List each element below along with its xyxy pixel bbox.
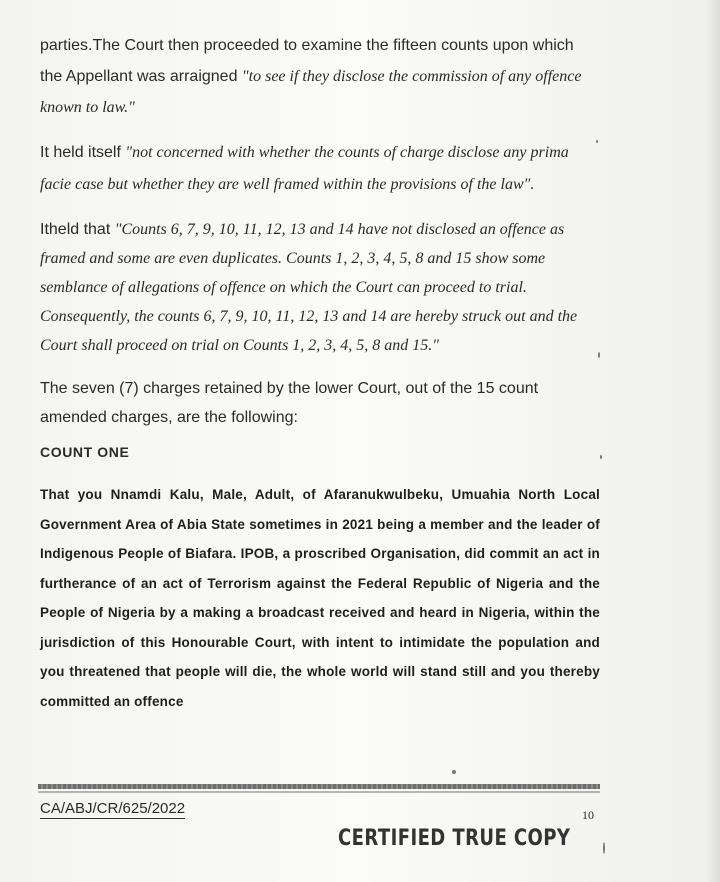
- count-heading: COUNT ONE: [40, 444, 130, 460]
- scan-speck: [600, 455, 602, 459]
- document-body: [40, 30, 600, 716]
- paragraph-text: Itheld that: [40, 221, 115, 238]
- page-edge-shadow: [706, 0, 720, 882]
- case-reference: CA/ABJ/CR/625/2022: [40, 800, 186, 817]
- quoted-text: "not concerned with whether the counts of charge disclose any prima facie case but whether they are well framed within the provisions of the law".: [40, 144, 569, 193]
- paragraph-court-ruling: [40, 215, 600, 360]
- certified-stamp: CERTIFIED TRUE COPY: [338, 826, 571, 851]
- footer-divider-line: [38, 791, 600, 793]
- paragraph-text: parties.The Court then proceeded to examine the fifteen counts upon which the Appellant was arraigned: [40, 37, 574, 85]
- quoted-text: "to see if they disclose the commission of any offence known to law.": [40, 68, 582, 116]
- scan-speck: [452, 770, 456, 774]
- paragraph-retained-charges: The seven (7) charges retained by the lower Court, out of the 15 count amended charges, are the following:: [40, 380, 539, 426]
- scan-speck: [598, 352, 600, 358]
- footer-divider: [38, 784, 600, 789]
- paragraph-court-held: [40, 137, 600, 201]
- count-body: That you Nnamdi Kalu, Male, Adult, of Afaranukwulbeku, Umuahia North Local Government Area of Abia State sometimes in 2021 being a member and the leader of Indigenous People of Biafara. IPOB, a proscribed Organisation, did commit an act in furtherance of an act of Terrorism against the Federal Republic of Nigeria and the People of Nigeria by a making a broadcast received and heard in Nigeria, within the jurisdiction of this Honourable Court, with intent to intimidate the population and you threatened that people will die, the whole world will stand still and you thereby committed an offence: [40, 487, 600, 709]
- paragraph-court-examination: [40, 30, 600, 123]
- scan-speck: [603, 842, 605, 854]
- paragraph-text: It held itself: [40, 144, 126, 161]
- page-number: 10: [582, 808, 594, 822]
- scan-speck: [596, 140, 598, 143]
- quoted-text: "Counts 6, 7, 9, 10, 11, 12, 13 and 14 have not disclosed an offence as framed and some are even duplicates. Counts 1, 2, 3, 4, 5, 8 and 15 show some semblance of allegations of offence on which the Court can proceed to trial. Consequently, the counts 6, 7, 9, 10, 11, 12, 13 and 14 are hereby struck out and the Court shall proceed on trial on Counts 1, 2, 3, 4, 5, 8 and 15.": [40, 221, 578, 354]
